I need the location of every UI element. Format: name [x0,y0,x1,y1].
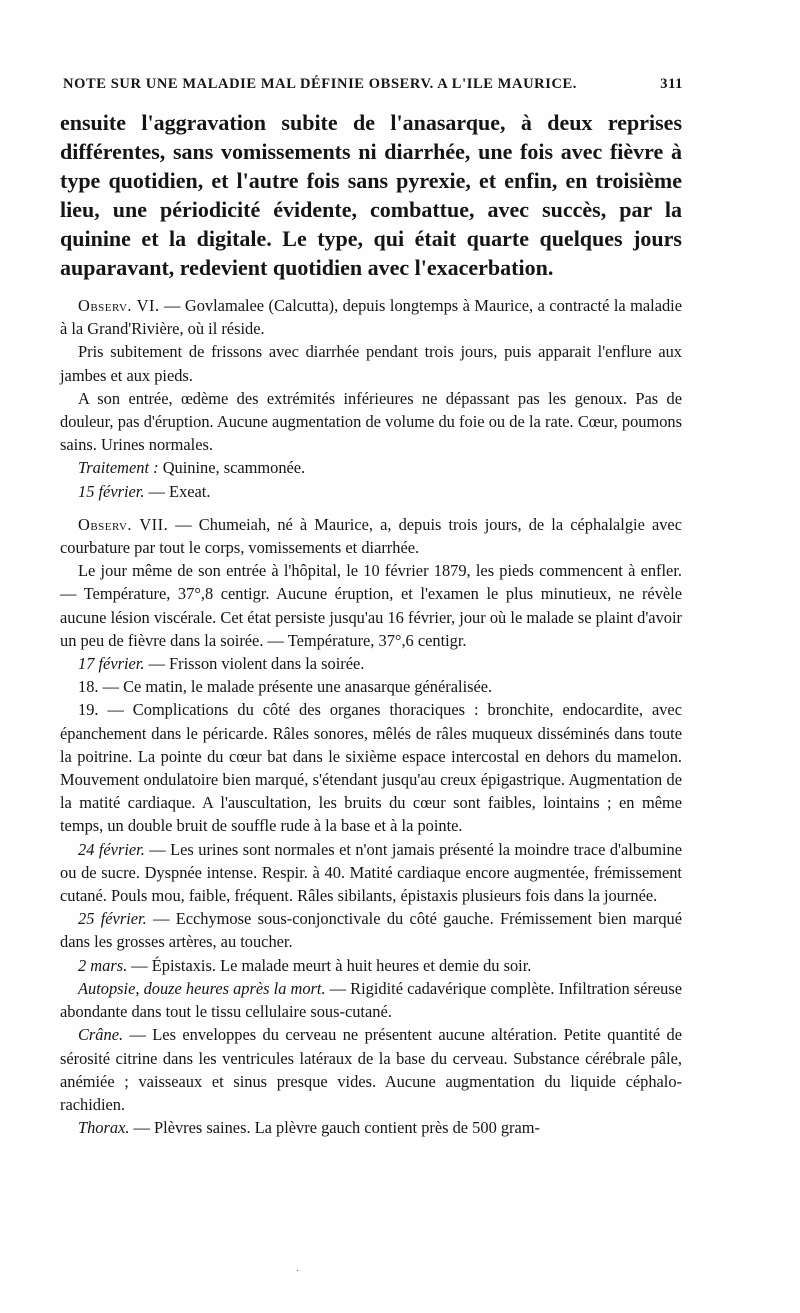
entry-2mar-text: — Épistaxis. Le malade meurt à huit heures et demie du soir. [127,955,532,975]
exeat-date: 15 février. [78,481,145,501]
entry-25-feb [60,907,682,953]
treatment-label: Traitement : [78,458,159,478]
intro-paragraph: ensuite l'aggravation subite de l'anasarque, à deux reprises différentes, sans vomissements ni diarrhée, une fois avec fièvre à type quotidien, et l'autre fois sans pyrexie, et enfin, en troisième lieu, une périodicité évidente, combattue, avec succès, par la quinine et la digitale. Le type, qui était quarte quelques jours auparavant, redevient quotidien avec l'exacerbation. [60,110,682,280]
observation-7-admission: Le jour même de son entrée à l'hôpital, le 10 février 1879, les pieds commencent à enfler. — Température, 37°,8 centigr. Aucune éruption, et l'examen le plus minutieux, ne révèle aucune lésion viscérale. Cet état persiste jusqu'au 16 février, jour où le malade se plaint d'avoir un peu de fièvre dans la soirée. — Température, 37°,6 centigr. [60,561,682,650]
running-header [63,76,683,93]
entry-25-text: — Ecchymose sous-conjonctivale du côté gauche. Frémissement bien marqué dans les grosses artères, au toucher. [60,909,682,952]
thorax-text: — Plèvres saines. La plèvre gauch contient près de 500 gram- [129,1118,540,1138]
autopsy-paragraph [60,977,682,1023]
page-body [60,108,682,1139]
page-number: 311 [660,76,683,92]
page-mark: · [296,1266,300,1277]
entry-17-text: — Frisson violent dans la soirée. [144,654,365,674]
entry-17-date: 17 février. [78,654,145,674]
crane-label: Crâne. [78,1025,124,1045]
observations [60,294,682,1139]
entry-17-feb [60,652,682,675]
entry-24-date: 24 février. [78,839,145,859]
running-title: NOTE SUR UNE MALADIE MAL DÉFINIE OBSERV. A L'ILE MAURICE. [63,76,578,92]
observation-7-text: — Chumeiah, né à Maurice, a, depuis trois jours, de la céphalalgie avec courbature par tout le corps, vomissements et diarrhée. [60,514,682,558]
observation-6-admission: A son entrée, œdème des extrémités inférieures ne dépassant pas les genoux. Pas de douleur, pas d'éruption. Aucune augmentation de volume du foie ou de la rate. Cœur, poumons sains. Urines normales. [60,388,682,455]
crane-paragraph [60,1023,682,1116]
entry-19-feb: 19. — Complications du côté des organes thoraciques : bronchite, endocardite, avec épanchement dans le péricarde. Râles sonores, mêlés de râles muqueux disséminés dans toute la poitrine. La pointe du cœur bat dans le sixième espace intercostal en dehors du mamelon. Mouvement ondulatoire bien marqué, s'étendant jusqu'au creux épigastrique. Augmentation de la matité cardiaque. A l'auscultation, les bruits du cœur sont faibles, lointains ; en même temps, un double bruit de souffle rude à la base et à la pointe. [60,700,682,836]
entry-18-feb: 18. — Ce matin, le malade présente une anasarque généralisée. [78,677,493,697]
entry-25-date: 25 février. [78,909,147,929]
entry-24-text: — Les urines sont normales et n'ont jamais présenté la moindre trace d'albumine ou de sucre. Dyspnée intense. Respir. à 40. Matité cardiaque encore augmentée, frémissement cutané. Pouls mou, faible, fréquent. Râles sibilants, épistaxis plusieurs fois dans la journée. [60,839,682,906]
observation-6-label: Observ. VI. [78,296,160,315]
thorax-label: Thorax. [78,1118,130,1138]
entry-2-mar [60,954,682,977]
observation-7-intro [60,513,682,559]
autopsy-text: — Rigidité cadavérique complète. Infiltration séreuse abondante dans tout le tissu cellulaire sous-cutané. [60,978,682,1022]
observation-7-label: Observ. VII. [78,514,169,534]
observation-6-exeat [60,480,682,503]
observation-6-onset: Pris subitement de frissons avec diarrhée pendant trois jours, puis apparait l'enflure aux jambes et aux pieds. [60,342,682,385]
crane-text: — Les enveloppes du cerveau ne présentent aucune altération. Petite quantité de sérosité citrine dans les ventricules latéraux de la base du cerveau. Substance cérébrale pâle, anémiée ; vaisseaux et sinus presque vides. Aucune augmentation du liquide céphalo-rachidien. [60,1025,682,1114]
observation-6-intro [60,294,682,340]
exeat-text: — Exeat. [144,481,211,501]
observation-6-text: — Govlamalee (Calcutta), depuis longtemps à Maurice, a contracté la maladie à la Grand'Rivière, où il réside. [60,296,682,339]
entry-2mar-date: 2 mars. [78,955,128,975]
observation-6-treatment [60,456,682,479]
treatment-text: Quinine, scammonée. [158,458,306,478]
autopsy-label: Autopsie, douze heures après la mort. [78,978,326,998]
entry-24-feb [60,838,682,908]
thorax-paragraph [60,1116,682,1139]
